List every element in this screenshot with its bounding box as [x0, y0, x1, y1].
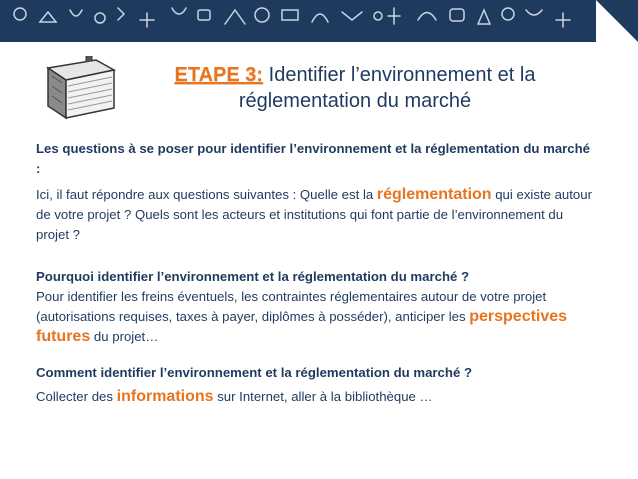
section2-text: [36, 287, 596, 347]
section1-highlight: réglementation: [376, 186, 492, 203]
section2-question: Pourquoi identifier l’environnement et la réglementation du marché ?: [36, 269, 470, 284]
title-text-line2: réglementation du marché: [238, 90, 472, 112]
section2-text-after: du projet…: [90, 329, 159, 344]
section3-highlight: informations: [116, 388, 214, 405]
section2-highlight: perspectives futures: [36, 308, 568, 345]
section3-text-before: Collecter des: [36, 389, 117, 404]
section3-text: [36, 387, 596, 407]
section3-text-after: sur Internet, aller à la bibliothèque …: [213, 389, 433, 404]
section2-text-before: Pour identifier les freins éventuels, les contraintes réglementaires autour de votre projet (autorisations requises, taxes à payer, diplômes à posséder), anticiper les: [36, 289, 547, 324]
section1-text: [36, 185, 596, 245]
banner-corner-fold: [596, 0, 638, 42]
header-banner: [0, 0, 638, 42]
slide-content: [36, 139, 596, 407]
slide-title: [120, 62, 590, 114]
title-step-label: ETAPE 3:: [174, 64, 264, 86]
section3-question: Comment identifier l’environnement et la réglementation du marché ?: [36, 365, 472, 380]
section1-text-after: qui existe autour de votre projet ? Quels sont les acteurs et institutions qui font partie de l’environnement du projet ?: [36, 187, 592, 242]
title-text: Identifier l’environnement et la: [263, 64, 536, 86]
section1-question: Les questions à se poser pour identifier l’environnement et la réglementation du marché :: [36, 141, 591, 176]
section1-text-before: Ici, il faut répondre aux questions suivantes : Quelle est la: [36, 187, 377, 202]
doodle-icons-strip: [0, 0, 600, 42]
book-icon: [38, 56, 120, 126]
